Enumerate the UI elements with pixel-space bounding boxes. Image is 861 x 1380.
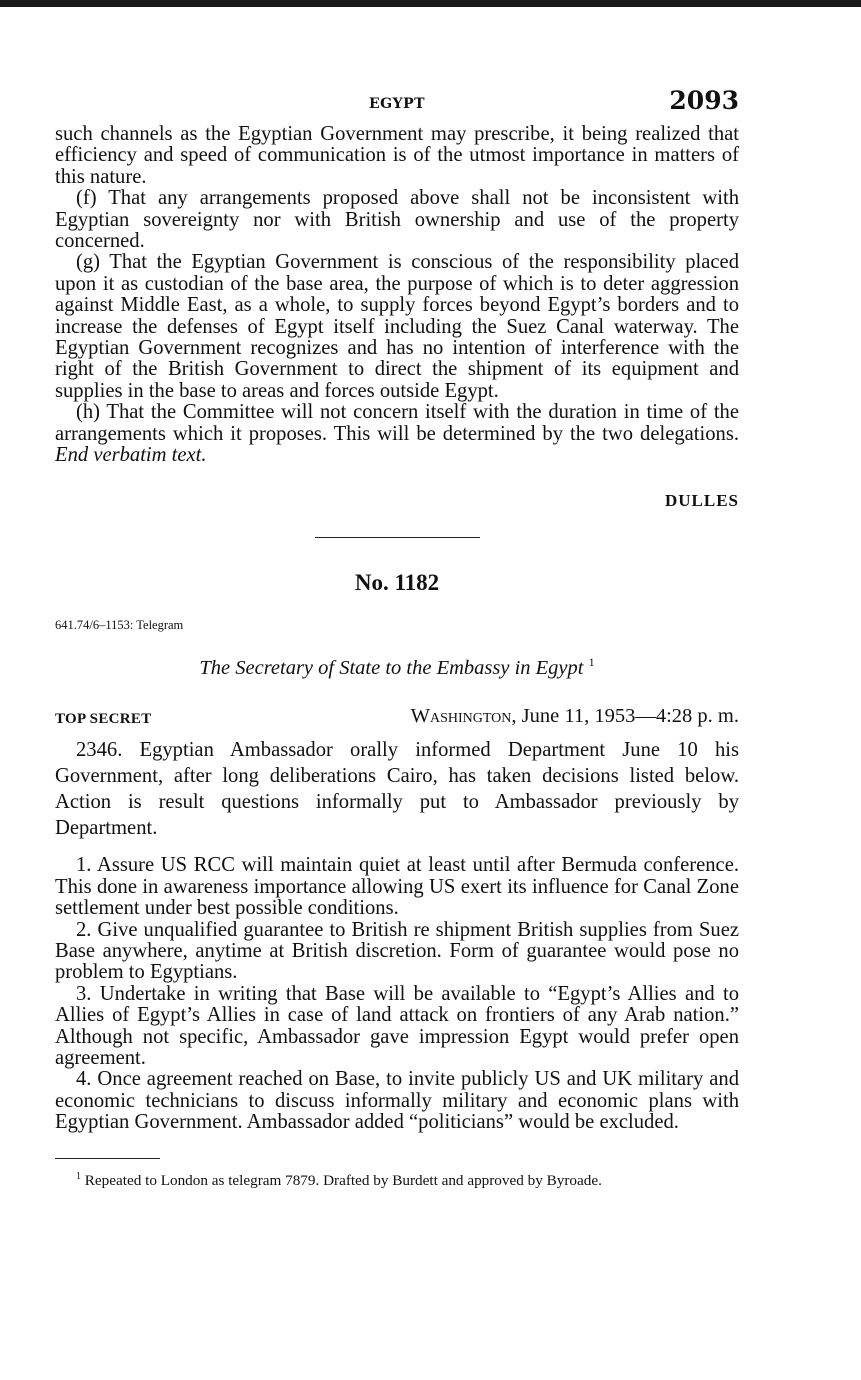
classification-label: TOP SECRET bbox=[55, 711, 152, 728]
classification-line bbox=[55, 705, 739, 731]
document-page bbox=[55, 84, 739, 1190]
file-reference: 641.74/6–1153: Telegram bbox=[55, 617, 184, 632]
page-number: 2093 bbox=[669, 86, 739, 115]
footnote-number: 1 bbox=[76, 1170, 81, 1182]
list-item: 1. Assure US RCC will maintain quiet at least until after Bermuda conference. This done in awareness importance allowing US exert its influence for Canal Zone settlement under best possible conditions. bbox=[55, 854, 739, 920]
paragraph-h-text: (h) That the Committee will not concern itself with the duration in time of the arrangements which it proposes. This will be determined by the two delegations. bbox=[55, 401, 739, 445]
paragraph-h bbox=[55, 402, 739, 466]
signature: DULLES bbox=[664, 490, 739, 510]
page-header bbox=[55, 84, 739, 124]
section-divider bbox=[315, 537, 480, 538]
document-title-text: The Secretary of State to the Embassy in Egypt bbox=[199, 656, 584, 679]
continued-text bbox=[55, 124, 739, 511]
place-and-date bbox=[411, 705, 739, 728]
list-item: 2. Give unqualified guarantee to British re shipment British supplies from Suez Base anywhere, anytime at British discretion. Form of guarantee would pose no problem to Egyptians. bbox=[55, 918, 739, 984]
telegram-intro: 2346. Egyptian Ambassador orally informed Department June 10 his Government, after long deliberations Cairo, has taken decisions listed below. Action is result questions informally put to Ambassador previously by Department. bbox=[55, 739, 739, 840]
footnote-divider bbox=[55, 1158, 160, 1159]
footnote-marker: 1 bbox=[588, 654, 595, 669]
paragraph-g: (g) That the Egyptian Government is conscious of the responsibility placed upon it as custodian of the base area, the purpose of which is to deter aggression against Middle East, as a whole, to supply forces beyond Egypt’s borders and to increase the defenses of Egypt itself including the Suez Canal waterway. The Egyptian Government recognizes and has no intention of interference with the right of the British Government to direct the shipment of its equipment and supplies in the base to areas and forces outside Egypt. bbox=[55, 251, 739, 402]
date-time: , June 11, 1953—4:28 p. m. bbox=[511, 705, 739, 728]
page-top-edge bbox=[0, 0, 861, 7]
paragraph-continuation: such channels as the Egyptian Government may prescribe, it being realized that efficiency and speed of communication is of the utmost importance in matters of this nature. bbox=[55, 123, 739, 188]
document-title bbox=[55, 655, 739, 680]
footnote bbox=[55, 1167, 739, 1190]
footnote-text: Repeated to London as telegram 7879. Drafted by Burdett and approved by Byroade. bbox=[81, 1171, 602, 1189]
end-verbatim-note: End verbatim text. bbox=[55, 444, 207, 467]
running-head: EGYPT bbox=[368, 96, 426, 112]
document-number: No. 1182 bbox=[354, 569, 440, 595]
paragraph-f: (f) That any arrangements proposed above shall not be inconsistent with Egyptian sovereignty nor with British ownership and use of the property concerned. bbox=[55, 187, 739, 253]
decision-list bbox=[55, 855, 739, 1133]
list-item: 4. Once agreement reached on Base, to invite publicly US and UK military and economic technicians to discuss informally military and economic plans with Egyptian Government. Ambassador added “politicians” would be excluded. bbox=[55, 1068, 739, 1134]
list-item: 3. Undertake in writing that Base will be available to “Egypt’s Allies and to Allies of Egypt’s Allies in case of land attack on frontiers of any Arab nation.” Although not specific, Ambassador gave impression Egypt would prefer open agreement. bbox=[55, 982, 739, 1069]
place: Washington bbox=[410, 705, 512, 728]
